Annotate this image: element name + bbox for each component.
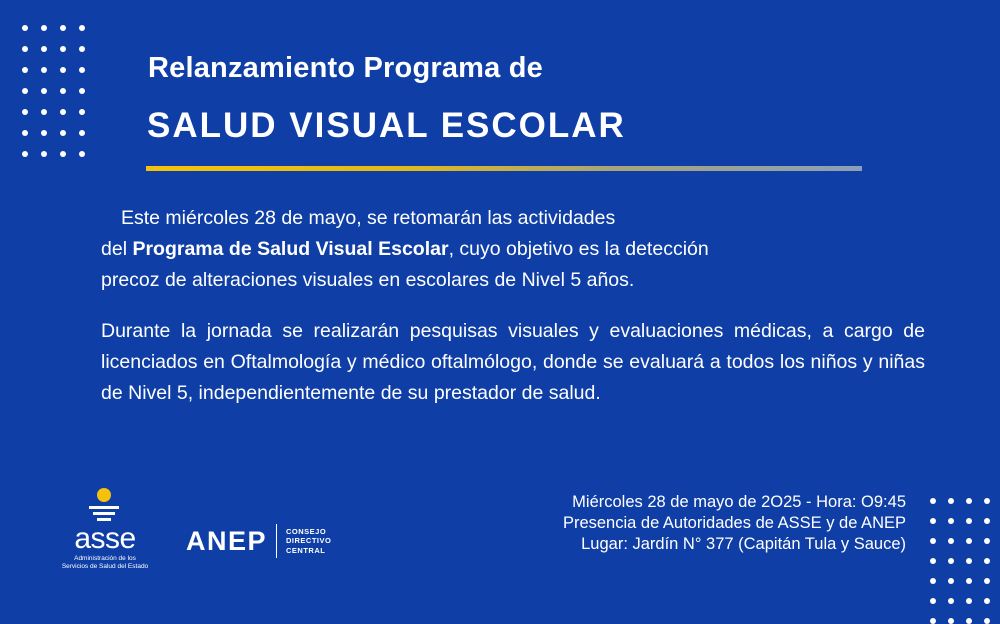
anep-logo-text: ANEP [186, 525, 268, 556]
event-authorities: Presencia de Autoridades de ASSE y de ANEP [562, 514, 906, 532]
asse-sun-icon [75, 488, 135, 524]
intro-line-1: Este miércoles 28 de mayo, se retomarán las actividades [121, 207, 616, 229]
event-location: Lugar: Jardín N° 377 (Capitán Tula y Sauce) [581, 535, 906, 553]
intro-line-2-prefix: del [101, 238, 133, 260]
anep-divider [276, 524, 277, 558]
program-name: Programa de Salud Visual Escolar [132, 238, 449, 260]
event-info [563, 492, 906, 555]
anep-subtitle-line-3: CENTRAL [286, 545, 326, 555]
asse-subtitle-line-1: Administración de los [74, 555, 136, 562]
intro-line-2-suffix: , cuyo objetivo es la detección [448, 238, 709, 260]
anep-subtitle-line-1: CONSEJO [286, 526, 327, 536]
anep-logo-subtitle [286, 527, 331, 556]
dot-pattern-top-left [22, 25, 85, 157]
intro-line-2 [101, 234, 891, 265]
intro-line-3: precoz de alteraciones visuales en escolares de Nivel 5 años. [101, 269, 635, 291]
event-date-time: Miércoles 28 de mayo de 2O25 - Hora: O9:45 [572, 493, 906, 511]
asse-logo [50, 488, 160, 571]
asse-subtitle-line-2: Servicios de Salud del Estado [61, 563, 149, 570]
details-paragraph: Durante la jornada se realizarán pesquisas visuales y evaluaciones médicas, a cargo de licenciados en Oftalmología y médico oftalmólogo, donde se evaluará a todos los niños y niñas de Nivel 5, independientemente de su prestador de salud. [101, 320, 925, 404]
intro-paragraph [101, 203, 891, 296]
anep-subtitle-line-2: DIRECTIVO [286, 536, 332, 546]
title-underline [146, 166, 862, 171]
title-line-1: Relanzamiento Programa de [148, 52, 543, 84]
dot-pattern-bottom-right [930, 498, 990, 624]
title-line-2: SALUD VISUAL ESCOLAR [147, 106, 626, 145]
asse-logo-text: asse [74, 522, 136, 555]
anep-logo [186, 524, 331, 558]
asse-logo-subtitle [50, 555, 160, 571]
